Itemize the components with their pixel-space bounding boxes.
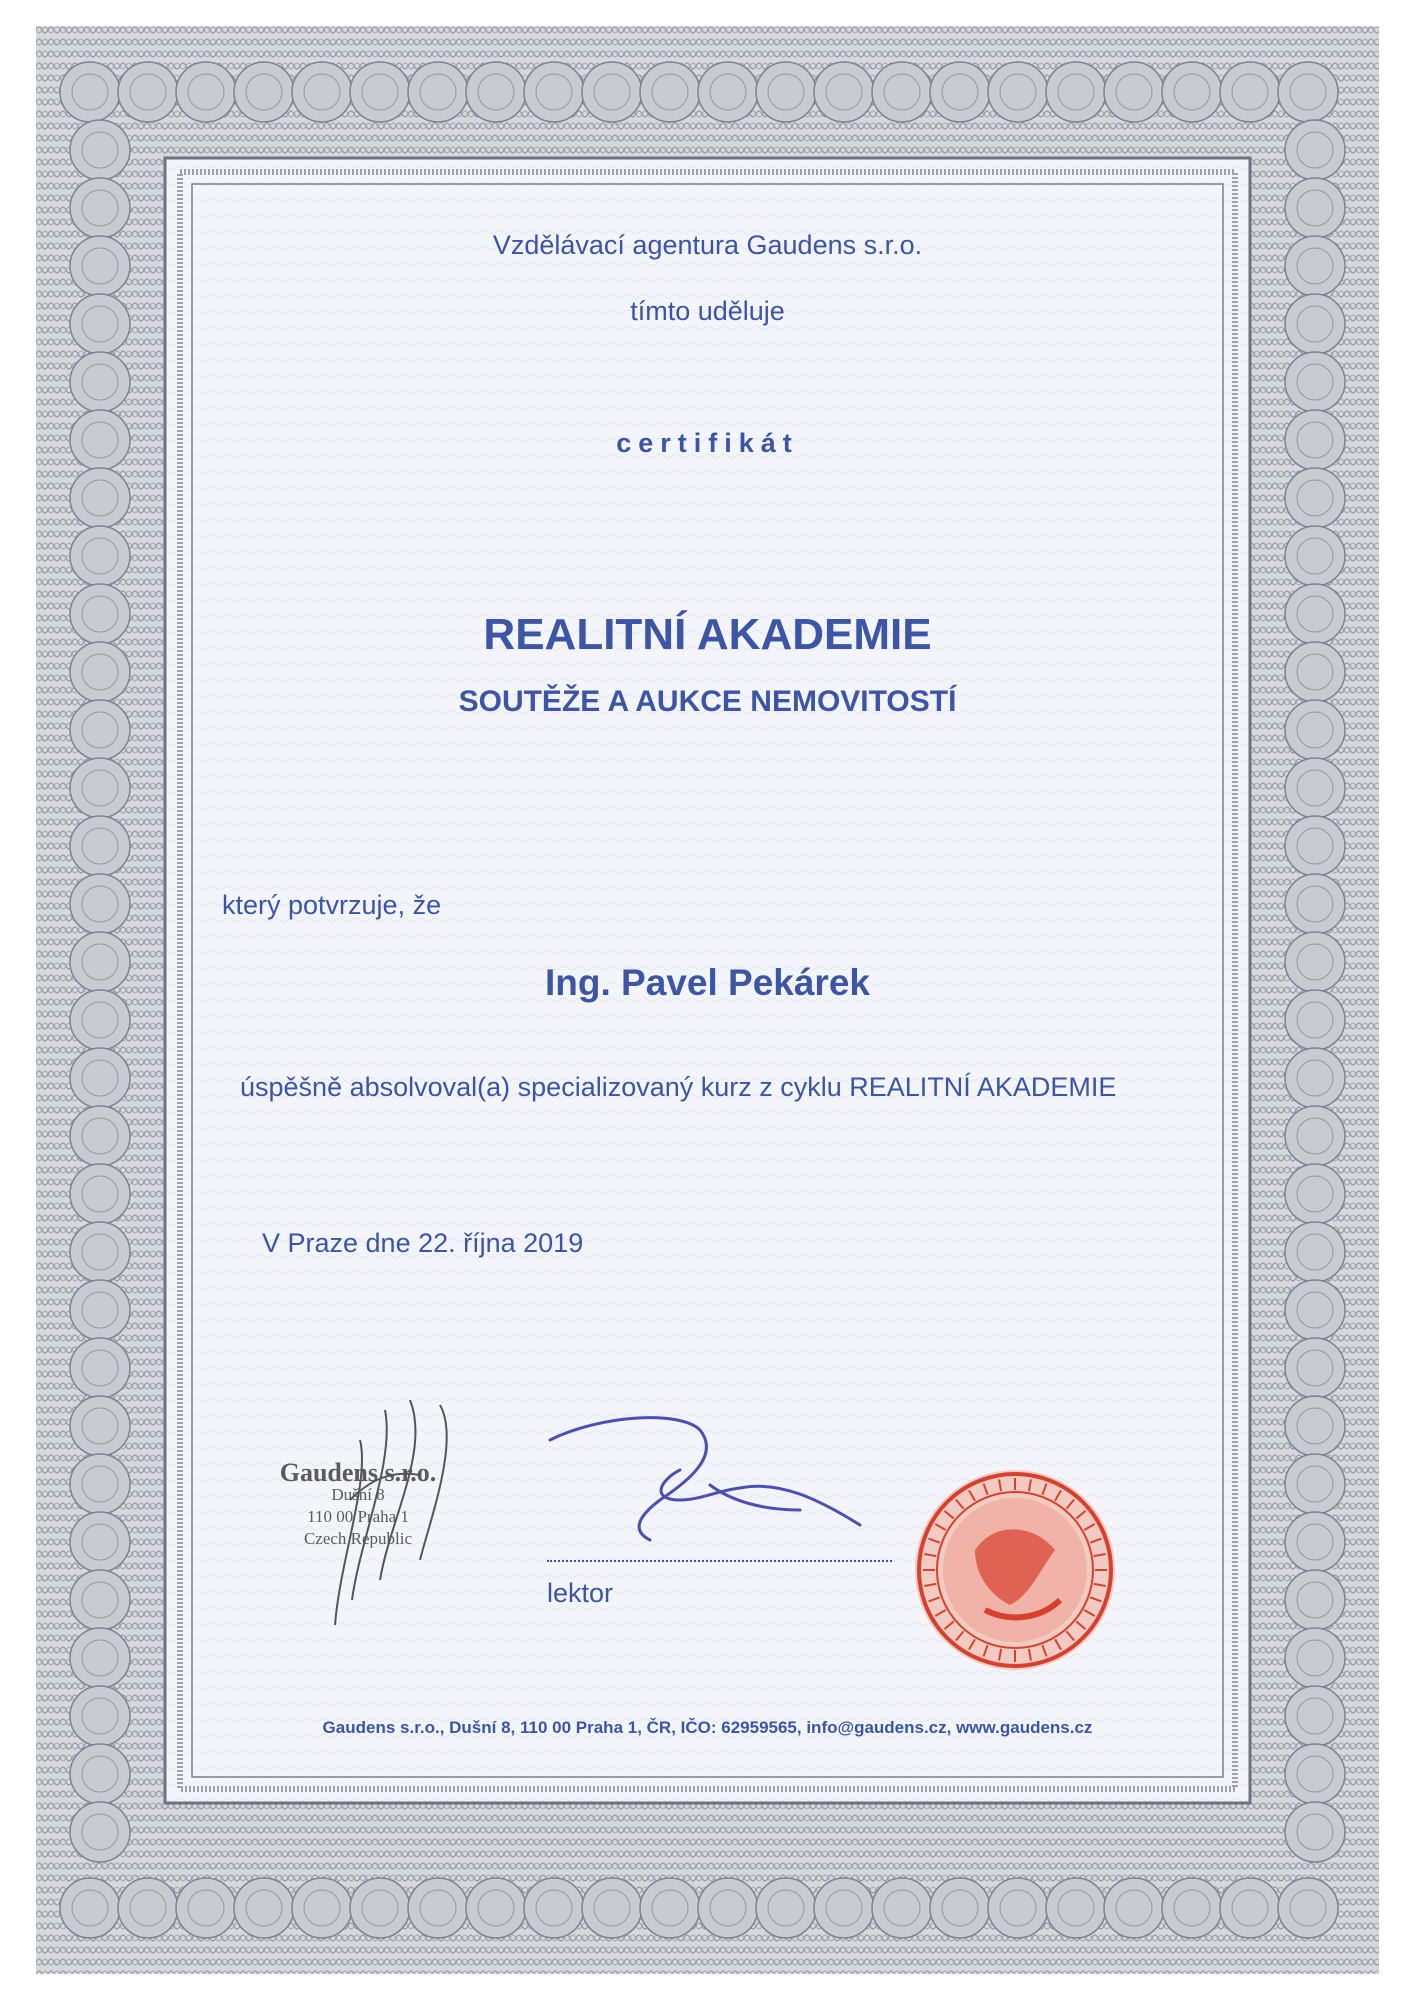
completion-text: úspěšně absolvoval(a) specializovaný kurz z cyklu REALITNÍ AKADEMIE bbox=[240, 1072, 1117, 1102]
certificate-title: REALITNÍ AKADEMIE bbox=[483, 610, 932, 659]
recipient-name: Ing. Pavel Pekárek bbox=[545, 962, 870, 1003]
stamp-city: 110 00 Praha 1 bbox=[307, 1507, 409, 1526]
lector-label: lektor bbox=[547, 1578, 614, 1608]
lector-signature bbox=[550, 1418, 860, 1540]
grants-text: tímto uděluje bbox=[630, 296, 785, 326]
stamp-company: Gaudens s.r.o. bbox=[279, 1458, 437, 1487]
confirms-text: který potvrzuje, že bbox=[222, 890, 442, 920]
red-seal bbox=[915, 1470, 1115, 1670]
issuer-text: Vzdělávací agentura Gaudens s.r.o. bbox=[492, 230, 923, 260]
footer-contact: Gaudens s.r.o., Dušní 8, 110 00 Praha 1, ČR, IČO: 62959565, info@gaudens.cz, www.gaudens.cz bbox=[322, 1718, 1093, 1737]
lector-signature-line bbox=[547, 1560, 892, 1562]
stamp-signature bbox=[335, 1400, 447, 1625]
document-type: certifikát bbox=[616, 428, 799, 458]
certificate-subtitle: SOUTĚŽE A AUKCE NEMOVITOSTÍ bbox=[458, 685, 957, 718]
place-date: V Praze dne 22. října 2019 bbox=[262, 1228, 584, 1258]
stamp-street: Dušní 8 bbox=[331, 1485, 385, 1504]
stamp-country: Czech Republic bbox=[303, 1529, 413, 1548]
